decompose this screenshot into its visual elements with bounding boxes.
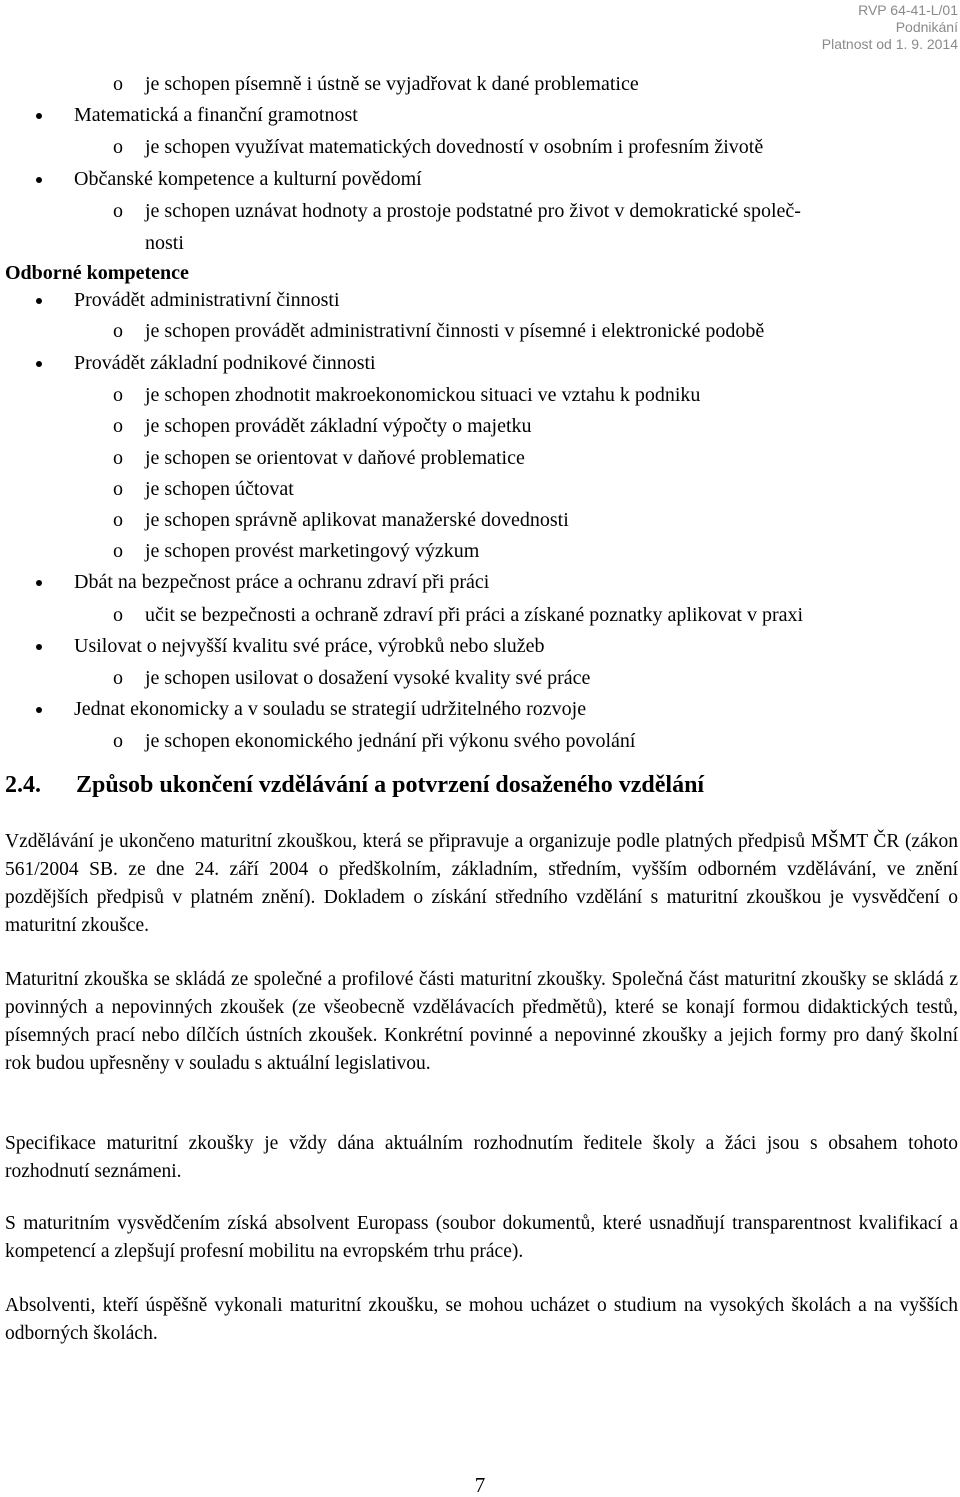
sub-bullet: o bbox=[113, 478, 123, 500]
bullet-icon bbox=[36, 361, 42, 367]
sub-bullet: o bbox=[113, 730, 123, 752]
list-sub-item-continuation: nosti bbox=[145, 232, 184, 254]
sub-bullet: o bbox=[113, 509, 123, 531]
page-header bbox=[758, 2, 958, 53]
sub-bullet: o bbox=[113, 604, 123, 626]
sub-bullet: o bbox=[113, 73, 123, 95]
paragraph: Absolventi, kteří úspěšně vykonali maturitní zkoušku, se mohou ucházet o studium na vysokých školách a na vyšších odborných školách. bbox=[5, 1295, 958, 1344]
bullet-icon bbox=[36, 580, 42, 586]
page-number: 7 bbox=[474, 1473, 486, 1497]
bullet-icon bbox=[36, 707, 42, 713]
section-title: Odborné kompetence bbox=[5, 262, 189, 284]
paragraph: Vzdělávání je ukončeno maturitní zkouškou, která se připravuje a organizuje podle platných předpisů MŠMT ČR (zákon 561/2004 SB. ze dne 24. září 2004 o předškolním, základním, středním, vyšším odborném vzdělávání, ve znění pozdějších předpisů v platném znění). Dokladem o získání středního vzdělání s maturitní zkouškou je vysvědčení o maturitní zkoušce. bbox=[5, 831, 958, 936]
header-field: Podnikání bbox=[895, 19, 958, 35]
sub-bullet: o bbox=[113, 667, 123, 689]
sub-bullet: o bbox=[113, 384, 123, 406]
paragraph: Maturitní zkouška se skládá ze společné a profilové části maturitní zkoušky. Společná část maturitní zkoušky se skládá z povinných a nepovinných zkoušek (ze všeobecně vzdělávacích předmětů), které se konají formou didaktických testů, písemných prací nebo dílčích ústních zkoušek. Konkrétní povinné a nepovinné zkoušky a jejich formy pro daný školní rok budou upřesněny v souladu s aktuální legislativou. bbox=[5, 969, 958, 1074]
header-code: RVP 64-41-L/01 bbox=[858, 2, 958, 18]
sub-bullet: o bbox=[113, 136, 123, 158]
heading-number: 2.4. bbox=[5, 772, 41, 798]
bullet-icon bbox=[36, 644, 42, 650]
sub-bullet: o bbox=[113, 415, 123, 437]
sub-bullet: o bbox=[113, 200, 123, 222]
bullet-icon bbox=[36, 298, 42, 304]
sub-bullet: o bbox=[113, 447, 123, 469]
heading-title: Způsob ukončení vzdělávání a potvrzení dosaženého vzdělání bbox=[76, 772, 705, 798]
bullet-icon bbox=[36, 177, 42, 183]
paragraph: S maturitním vysvědčením získá absolvent Europass (soubor dokumentů, které usnadňují transparentnost kvalifikací a kompetencí a zlepšují profesní mobilitu na evropském trhu práce). bbox=[5, 1213, 958, 1262]
sub-bullet: o bbox=[113, 540, 123, 562]
header-validity: Platnost od 1. 9. 2014 bbox=[821, 36, 958, 52]
paragraph: Specifikace maturitní zkoušky je vždy dána aktuálním rozhodnutím ředitele školy a žáci jsou s obsahem tohoto rozhodnutí seznámeni. bbox=[5, 1133, 958, 1182]
sub-bullet: o bbox=[113, 320, 123, 342]
bullet-icon bbox=[36, 113, 42, 119]
